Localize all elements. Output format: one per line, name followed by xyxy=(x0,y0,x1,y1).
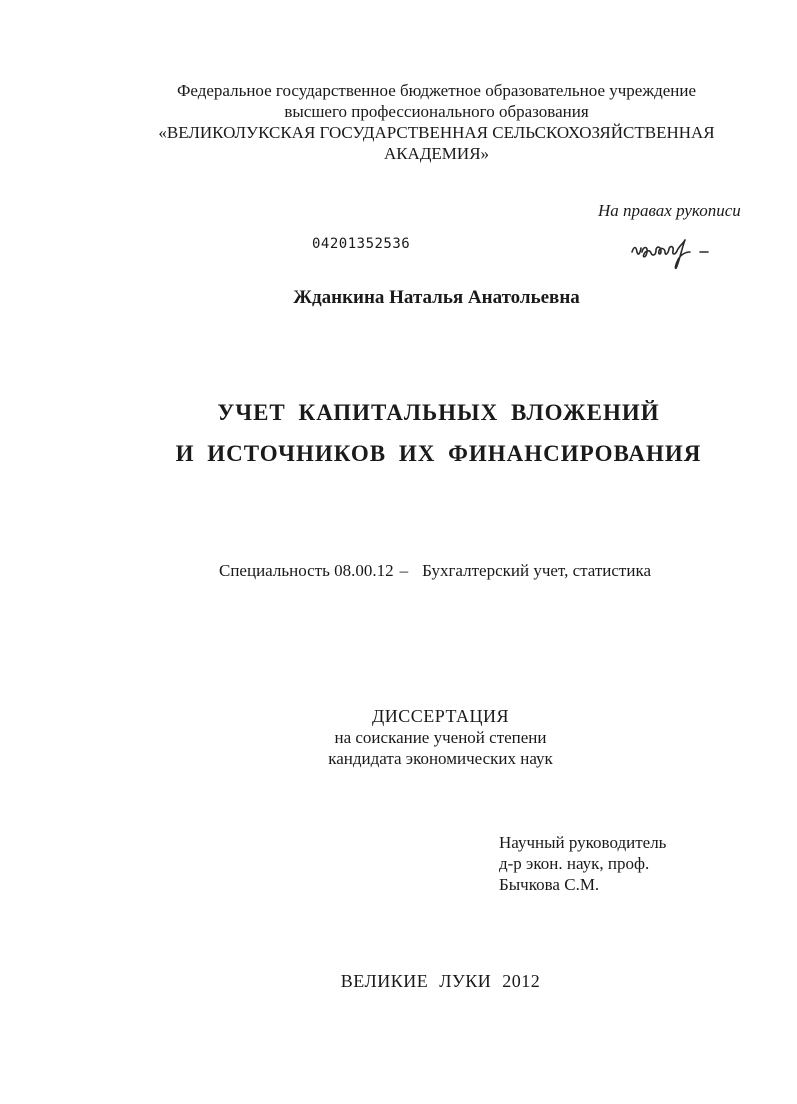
dissertation-block xyxy=(42,706,797,769)
institution-line-4: АКАДЕМИЯ» xyxy=(383,144,490,163)
advisor-degree: д-р экон. наук, проф. xyxy=(499,854,650,873)
specialty-line xyxy=(219,561,651,581)
signature xyxy=(630,232,720,272)
title-line-1: УЧЕТ КАПИТАЛЬНЫХ ВЛОЖЕНИЙ xyxy=(217,400,660,425)
institution-line-1: Федеральное государственное бюджетное образовательное учреждение xyxy=(176,81,697,100)
dissertation-title xyxy=(40,392,797,474)
institution-line-3: «ВЕЛИКОЛУКСКАЯ ГОСУДАРСТВЕННАЯ СЕЛЬСКОХОЗЯЙСТВЕННАЯ xyxy=(158,123,715,142)
author-name: Жданкина Наталья Анатольевна xyxy=(293,287,580,308)
institution-line-2: высшего профессионального образования xyxy=(284,102,589,121)
dissertation-heading: ДИССЕРТАЦИЯ xyxy=(371,706,510,726)
dissertation-line-3: кандидата экономических наук xyxy=(328,749,553,768)
advisor-name: Бычкова С.М. xyxy=(499,875,600,894)
city-year: ВЕЛИКИЕ ЛУКИ 2012 xyxy=(340,971,541,991)
specialty-label: Специальность 08.00.12 xyxy=(219,561,394,580)
advisor-role: Научный руководитель xyxy=(499,833,667,852)
dissertation-line-2: на соискание ученой степени xyxy=(334,728,547,747)
manuscript-note: На правах рукописи xyxy=(598,201,741,220)
institution-header xyxy=(38,80,797,164)
title-line-2: И ИСТОЧНИКОВ ИХ ФИНАНСИРОВАНИЯ xyxy=(175,441,702,466)
catalog-code: 04201352536 xyxy=(312,236,411,252)
specialty-field: Бухгалтерский учет, статистика xyxy=(422,561,652,580)
advisor-block xyxy=(499,832,666,895)
specialty-dash: – xyxy=(399,561,409,580)
